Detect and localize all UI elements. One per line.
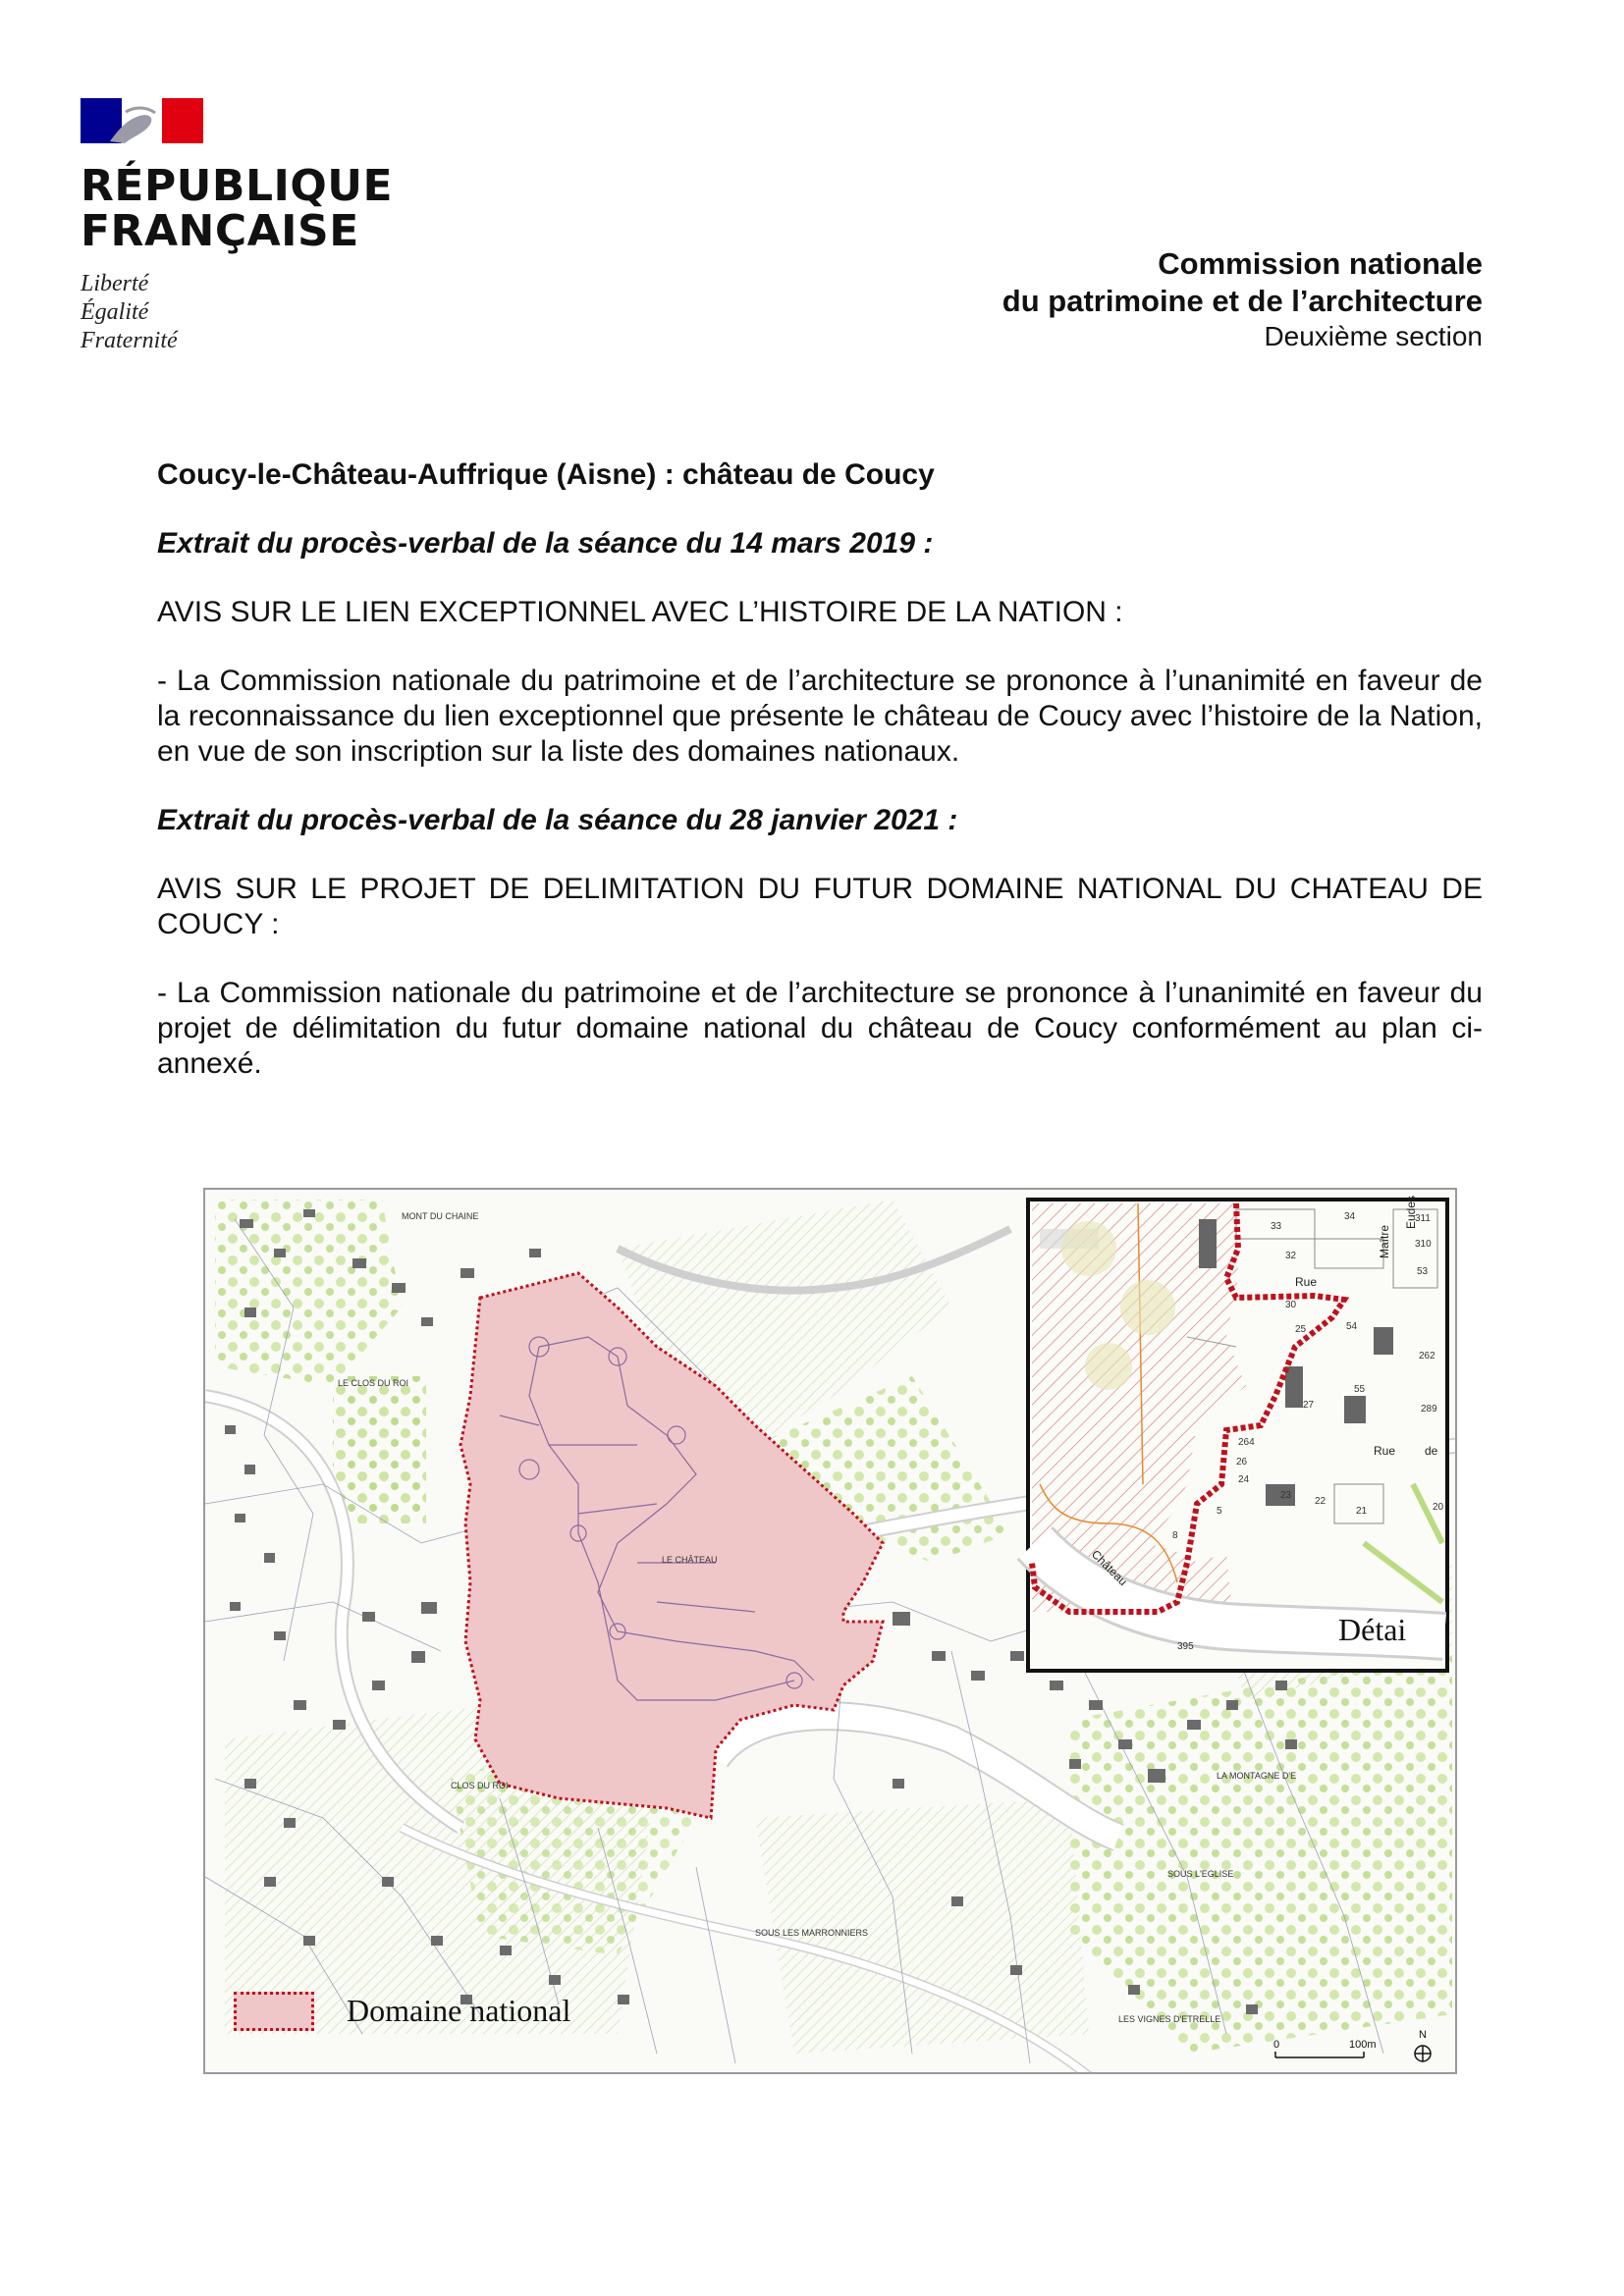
header-line-2: du patrimoine et de l’architecture — [1001, 284, 1483, 318]
svg-text:289: 289 — [1421, 1404, 1437, 1415]
label-les-vignes: LES VIGNES D'ETRELLE — [1118, 2014, 1221, 2024]
svg-text:N: N — [1419, 2029, 1427, 2041]
logo-title: RÉPUBLIQUE FRANÇAISE — [81, 161, 394, 256]
svg-text:32: 32 — [1285, 1251, 1297, 1261]
svg-text:Maître: Maître — [1378, 1224, 1391, 1258]
extract-title-2019: Extrait du procès-verbal de la séance du 14 mars 2019 : — [157, 527, 934, 560]
svg-text:24: 24 — [1238, 1474, 1250, 1485]
label-sous-leglise: SOUS L'EGLISE — [1167, 1869, 1234, 1879]
header-section: Deuxième section — [1264, 321, 1483, 351]
svg-text:23: 23 — [1280, 1490, 1292, 1501]
svg-text:311: 311 — [1415, 1213, 1431, 1224]
svg-text:5: 5 — [1217, 1506, 1222, 1517]
svg-text:Rue: Rue — [1374, 1444, 1396, 1458]
svg-text:0: 0 — [1273, 2039, 1280, 2051]
svg-text:de: de — [1425, 1444, 1438, 1458]
logo-motto: Liberté Égalité Fraternité — [81, 271, 178, 353]
detail-inset — [1028, 1196, 1447, 1671]
svg-text:22: 22 — [1315, 1496, 1326, 1507]
svg-text:55: 55 — [1354, 1384, 1366, 1395]
svg-text:34: 34 — [1344, 1211, 1356, 1222]
inset-detail-label: Détai — [1338, 1612, 1407, 1647]
map-drawing — [205, 1190, 1457, 2074]
svg-text:26: 26 — [1236, 1457, 1248, 1468]
svg-text:21: 21 — [1356, 1506, 1368, 1517]
svg-text:310: 310 — [1415, 1239, 1432, 1250]
svg-text:262: 262 — [1419, 1351, 1435, 1362]
svg-text:53: 53 — [1417, 1266, 1429, 1277]
svg-text:33: 33 — [1271, 1221, 1282, 1232]
svg-text:395: 395 — [1177, 1641, 1194, 1652]
svg-text:Eudes: Eudes — [1404, 1195, 1418, 1229]
marianne-flag-logo — [81, 98, 203, 143]
avis-heading-2: AVIS SUR LE PROJET DE DELIMITATION DU FUTUR DOMAINE NATIONAL DU CHATEAU DE COUCY : — [157, 873, 1483, 940]
svg-text:27: 27 — [1303, 1400, 1315, 1411]
avis-paragraph-1: - La Commission nationale du patrimoine et de l’architecture se prononce à l’unanimité en faveur de la reconnaissance du lien exceptionnel que présente le château de Coucy avec l’histoire de la Nation, en vue de son inscription sur la liste des domaines nationaux. — [157, 665, 1483, 768]
document-body — [157, 457, 1483, 1082]
label-mont-du-chaine: MONT DU CHAINE — [402, 1211, 479, 1221]
svg-text:264: 264 — [1238, 1437, 1255, 1448]
svg-text:30: 30 — [1285, 1300, 1297, 1310]
republique-francaise-logo — [81, 98, 395, 355]
svg-text:Rue: Rue — [1295, 1275, 1318, 1289]
label-le-clos-du-roi: LE CLOS DU ROI — [338, 1378, 409, 1388]
document-subject: Coucy-le-Château-Auffrique (Aisne) : château de Coucy — [157, 458, 935, 491]
label-sous-les-marronniers: SOUS LES MARRONNIERS — [755, 1928, 869, 1938]
commission-header — [1002, 245, 1483, 353]
avis-paragraph-2: - La Commission nationale du patrimoine et de l’architecture se prononce à l’unanimité en faveur du projet de délimitation du futur domaine national du château de Coucy conformément au plan ci-annexé. — [157, 977, 1483, 1080]
cadastral-map — [203, 1188, 1457, 2074]
label-la-montagne: LA MONTAGNE D'E — [1217, 1771, 1297, 1781]
svg-text:100m: 100m — [1349, 2039, 1377, 2051]
svg-text:25: 25 — [1295, 1324, 1307, 1335]
legend-label-domaine-national: Domaine national — [347, 1993, 571, 2028]
legend-swatch-domaine-national — [234, 1992, 314, 2031]
avis-heading-1: AVIS SUR LE LIEN EXCEPTIONNEL AVEC L’HISTOIRE DE LA NATION : — [157, 596, 1123, 628]
svg-text:20: 20 — [1433, 1502, 1444, 1513]
svg-text:54: 54 — [1346, 1321, 1358, 1332]
label-le-chateau: LE CHÂTEAU — [662, 1555, 718, 1565]
extract-title-2021: Extrait du procès-verbal de la séance du 28 janvier 2021 : — [157, 804, 958, 836]
svg-text:8: 8 — [1172, 1530, 1178, 1541]
label-clos-du-roi: CLOS DU ROI — [451, 1781, 509, 1790]
svg-text:Château: Château — [1088, 1547, 1130, 1589]
header-line-1: Commission nationale — [1158, 246, 1483, 281]
